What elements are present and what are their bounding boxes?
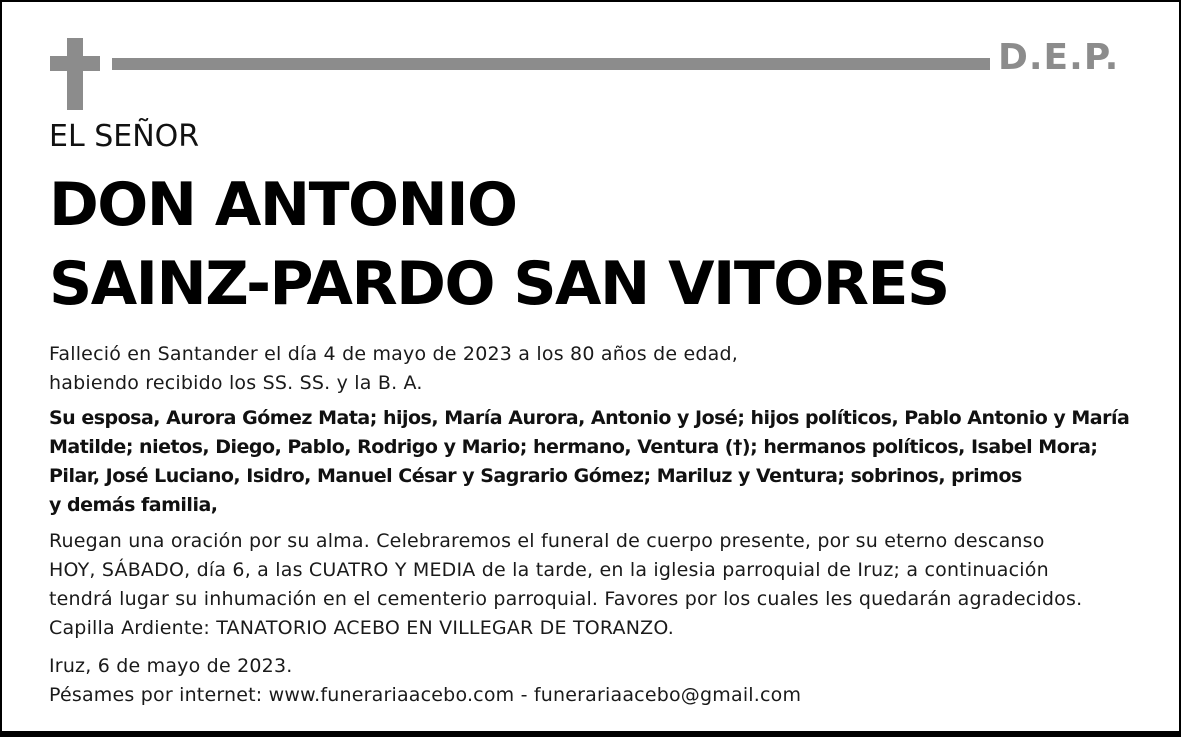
service-line2: HOY, SÁBADO, día 6, a las CUATRO Y MEDIA de la tarde, en la iglesia parroquial de Iruz; a continuación (49, 559, 1049, 581)
death-notice-line2: habiendo recibido los SS. SS. y la B. A. (49, 372, 423, 394)
cross-horizontal-bar (50, 56, 100, 71)
header-rule (112, 58, 990, 70)
family-line3: Pilar, José Luciano, Isidro, Manuel César y Sagrario Gómez; Mariluz y Ventura; sobrinos, primos (49, 465, 1022, 487)
deceased-name-line1: DON ANTONIO (49, 170, 517, 240)
service-line4: Capilla Ardiente: TANATORIO ACEBO EN VILLEGAR DE TORANZO. (49, 617, 674, 639)
place-date: Iruz, 6 de mayo de 2023. (49, 655, 293, 677)
family-line4: y demás familia, (49, 494, 218, 516)
family-line1: Su esposa, Aurora Gómez Mata; hijos, María Aurora, Antonio y José; hijos políticos, Pablo Antonio y María (49, 407, 1130, 429)
service-line1: Ruegan una oración por su alma. Celebraremos el funeral de cuerpo presente, por su eterno descanso (49, 530, 1045, 552)
service-line3: tendrá lugar su inhumación en el cementerio parroquial. Favores por los cuales les quedarán agradecidos. (49, 588, 1083, 610)
condolences-line: Pésames por internet: www.funerariaacebo.com - funerariaacebo@gmail.com (49, 684, 802, 706)
honorific: EL SEÑOR (49, 119, 200, 154)
cross-vertical-bar (67, 38, 83, 110)
deceased-name-line2: SAINZ-PARDO SAN VITORES (49, 249, 949, 319)
dep-label: D.E.P. (998, 37, 1120, 78)
death-notice-line1: Falleció en Santander el día 4 de mayo de 2023 a los 80 años de edad, (49, 343, 738, 365)
family-line2: Matilde; nietos, Diego, Pablo, Rodrigo y Mario; hermano, Ventura (†); hermanos políticos, Isabel Mora; (49, 436, 1098, 458)
